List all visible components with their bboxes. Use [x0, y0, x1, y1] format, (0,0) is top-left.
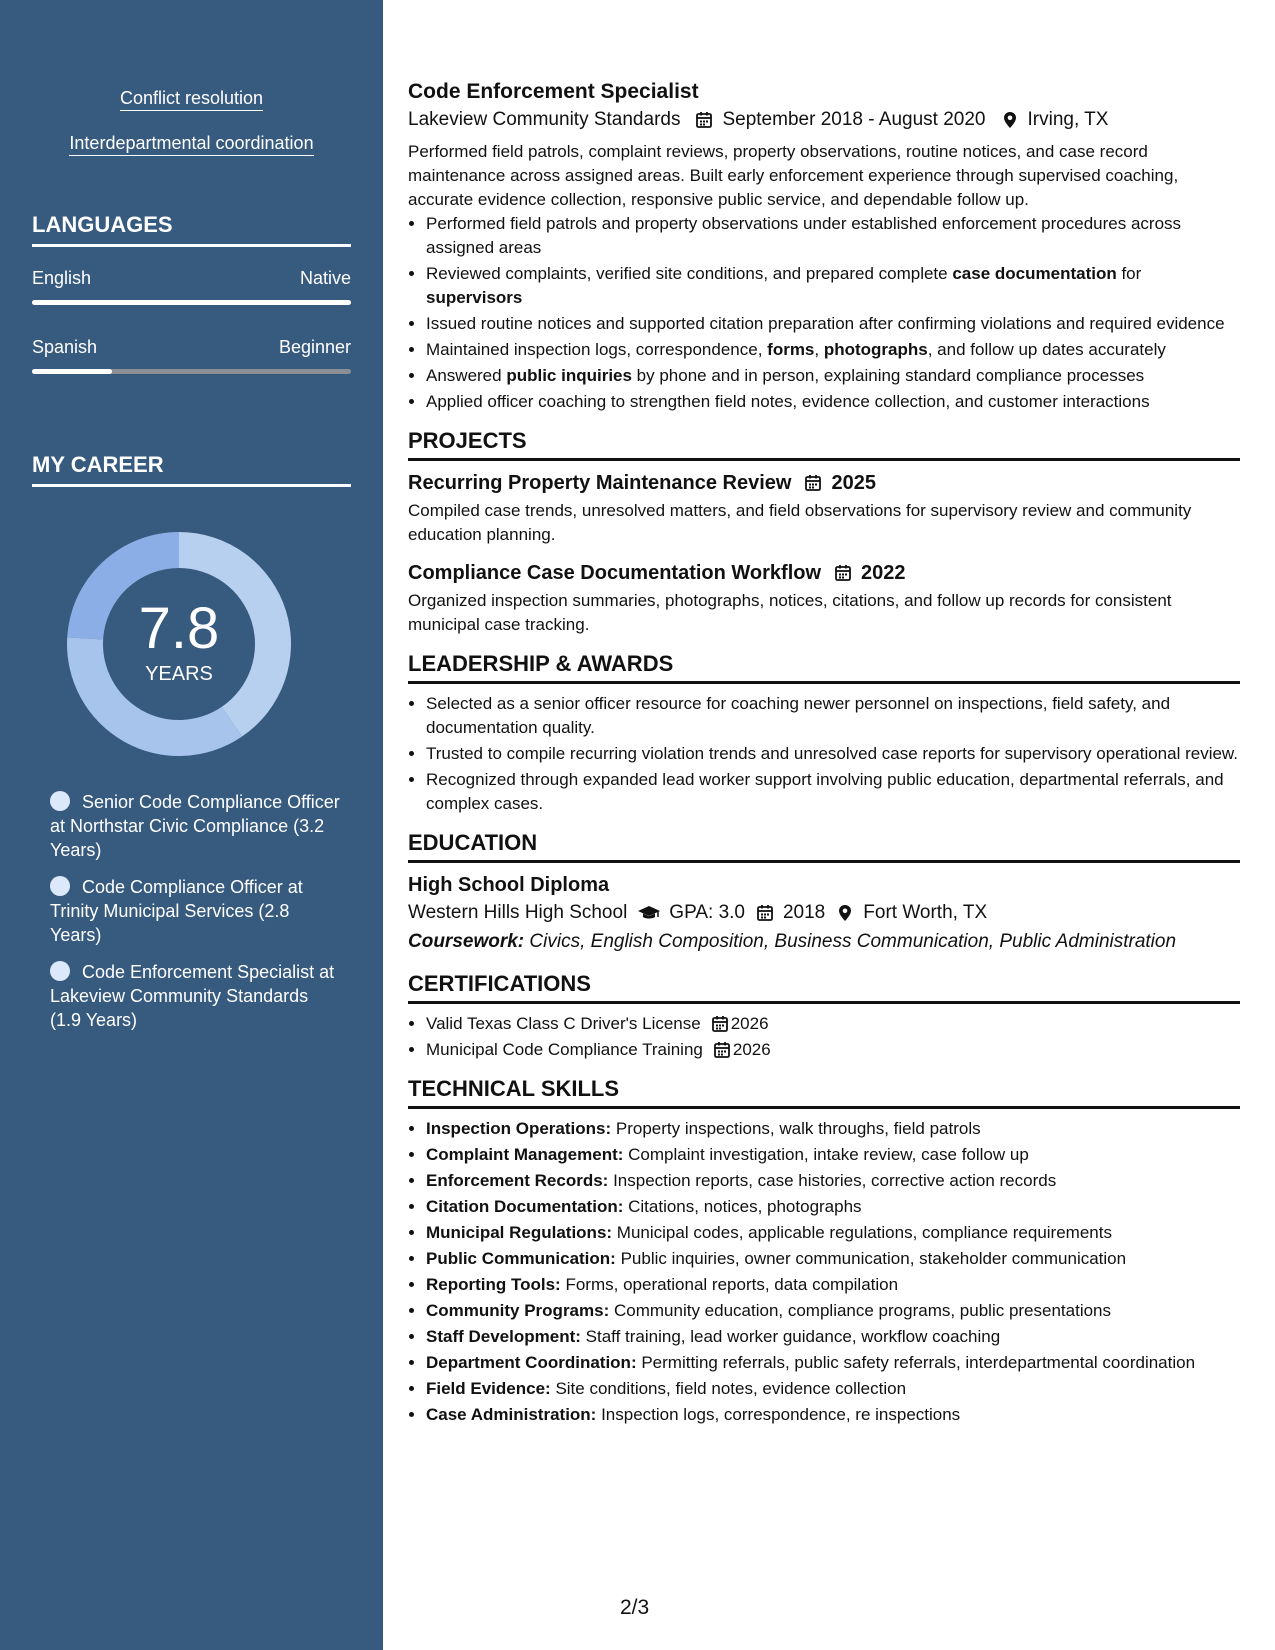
technical-skill-label: Department Coordination:: [426, 1353, 637, 1372]
languages-heading: LANGUAGES: [32, 212, 351, 247]
career-dot-icon: [50, 876, 70, 896]
certification-name: • Municipal Code Compliance Training: [426, 1040, 703, 1059]
job-bullet-text: ,: [814, 340, 824, 359]
career-dot-icon: [50, 791, 70, 811]
technical-skill-item: [426, 1169, 1240, 1193]
technical-skill-label: Enforcement Records:: [426, 1171, 609, 1190]
technical-skill-item: [426, 1273, 1240, 1297]
coursework-value: Civics, English Composition, Business Communication, Public Administration: [529, 931, 1177, 952]
job-bullet-emphasis: supervisors: [426, 288, 523, 307]
job-dates: September 2018 - August 2020: [722, 109, 986, 130]
technical-skill-item: [426, 1299, 1240, 1323]
page-number: 2/3: [620, 1596, 650, 1619]
technical-skill-item: [426, 1351, 1240, 1375]
project-title: Recurring Property Maintenance Review: [408, 472, 792, 494]
technical-skill-value: Inspection reports, case histories, corrective action records: [613, 1171, 1057, 1190]
job-title: Code Enforcement Specialist: [408, 80, 699, 103]
certifications-heading: CERTIFICATIONS: [408, 971, 1240, 1004]
technical-skill-value: Complaint investigation, intake review, case follow up: [628, 1145, 1029, 1164]
education-degree: High School Diploma: [408, 874, 610, 896]
calendar-icon: [755, 903, 775, 923]
language-level: Native: [299, 268, 351, 288]
job-bullet-text: Performed field patrols and property observations under established enforcement procedures across assigned areas: [426, 214, 1182, 257]
certification-name: • Valid Texas Class C Driver's License: [426, 1014, 701, 1033]
career-heading: MY CAREER: [32, 452, 351, 487]
technical-skill-label: Staff Development:: [426, 1327, 581, 1346]
language-proficiency-bar: [32, 300, 351, 305]
job-bullet: [426, 390, 1240, 414]
job-bullet-text: by phone and in person, explaining standard compliance processes: [631, 366, 1145, 385]
job-bullet-text: Maintained inspection logs, correspondence,: [426, 340, 768, 359]
sidebar: [0, 0, 383, 1650]
technical-skill-value: Citations, notices, photographs: [628, 1197, 862, 1216]
technical-skill-label: Complaint Management:: [426, 1145, 624, 1164]
language-row: [32, 337, 351, 358]
technical-skill-value: Inspection logs, correspondence, re inspections: [601, 1405, 961, 1424]
certification-item: [426, 1038, 1240, 1062]
education-gpa: GPA: 3.0: [669, 902, 745, 923]
technical-skill-item: [426, 1325, 1240, 1349]
leadership-list: [408, 692, 1240, 816]
job-bullet-text: Answered: [426, 366, 507, 385]
technical-skill-label: Case Administration:: [426, 1405, 597, 1424]
technical-skill-value: Municipal codes, applicable regulations, compliance requirements: [616, 1223, 1112, 1242]
project-year: 2025: [831, 472, 876, 494]
language-proficiency-fill: [32, 369, 112, 374]
project-item: [408, 469, 1240, 547]
education-coursework: [408, 927, 1240, 957]
technical-skills-heading: TECHNICAL SKILLS: [408, 1076, 1240, 1109]
leadership-item: • Selected as a senior officer resource for coaching newer personnel on inspections, field safety, and documentation quality.: [426, 692, 1240, 740]
career-list: [50, 790, 340, 1045]
technical-skill-label: Municipal Regulations:: [426, 1223, 613, 1242]
calendar-icon: [694, 110, 714, 130]
project-description: Compiled case trends, unresolved matters, and field observations for supervisory review and community education planning.: [408, 501, 1192, 544]
career-item-label: Senior Code Compliance Officer at Northstar Civic Compliance (3.2 Years): [50, 792, 340, 860]
job-bullet-emphasis: case documentation: [952, 264, 1117, 283]
language-level: Beginner: [278, 337, 351, 357]
career-donut-center: [66, 531, 292, 757]
skill-tag: [0, 88, 383, 109]
technical-skill-item: [426, 1143, 1240, 1167]
language-row: [32, 268, 351, 289]
technical-skill-label: Reporting Tools:: [426, 1275, 561, 1294]
job-bullet-emphasis: photographs: [823, 340, 928, 359]
career-total-unit: YEARS: [145, 662, 213, 685]
technical-skills-list: [408, 1117, 1240, 1427]
certification-year: 2026: [730, 1014, 769, 1033]
education-year: 2018: [782, 902, 826, 923]
job-bullet-text: Issued routine notices and supported citation preparation after confirming violations and required evidence: [426, 314, 1225, 333]
career-item: [50, 790, 340, 862]
technical-skill-label: Community Programs:: [426, 1301, 610, 1320]
language-proficiency-bar: [32, 369, 351, 374]
project-title-row: [408, 469, 1240, 497]
career-item: [50, 960, 340, 1032]
leadership-heading: LEADERSHIP & AWARDS: [408, 651, 1240, 684]
leadership-item: • Trusted to compile recurring violation trends and unresolved case reports for supervisory operational review.: [426, 742, 1240, 766]
skill-tag: [0, 133, 383, 154]
technical-skill-value: Forms, operational reports, data compilation: [565, 1275, 899, 1294]
job-bullet-list: [408, 212, 1240, 414]
project-description: Organized inspection summaries, photographs, notices, citations, and follow up records for consistent municipal case tracking.: [408, 591, 1172, 634]
technical-skill-item: [426, 1221, 1240, 1245]
project-item: [408, 559, 1240, 637]
job-bullet-text: Reviewed complaints, verified site conditions, and prepared complete: [426, 264, 953, 283]
education-heading: EDUCATION: [408, 830, 1240, 863]
technical-skill-item: [426, 1377, 1240, 1401]
skill-tag-label: Interdepartmental coordination: [69, 133, 313, 156]
calendar-icon: [713, 1040, 731, 1060]
career-total-value: 7.8: [138, 595, 220, 661]
technical-skill-value: Permitting referrals, public safety referrals, interdepartmental coordination: [641, 1353, 1196, 1372]
technical-skill-value: Community education, compliance programs, public presentations: [613, 1301, 1112, 1320]
certification-item: [426, 1012, 1240, 1036]
project-year: 2022: [861, 562, 906, 584]
coursework-label: Coursework:: [408, 931, 525, 952]
graduation-cap-icon: [637, 903, 661, 923]
job-bullet-text: Applied officer coaching to strengthen field notes, evidence collection, and customer interactions: [426, 392, 1150, 411]
career-item-label: Code Compliance Officer at Trinity Municipal Services (2.8 Years): [50, 877, 303, 945]
job-bullet-text: for: [1116, 264, 1142, 283]
technical-skill-item: [426, 1195, 1240, 1219]
certification-year: 2026: [732, 1040, 771, 1059]
job-summary: Performed field patrols, complaint reviews, property observations, routine notices, and case record maintenance across assigned areas. Built early enforcement experience through supervised coaching, accurate evidence collection, responsive public service, and dependable follow up.: [408, 142, 1179, 209]
technical-skill-value: Public inquiries, owner communication, stakeholder communication: [620, 1249, 1127, 1268]
technical-skill-value: Property inspections, walk throughs, field patrols: [615, 1119, 981, 1138]
calendar-icon: [711, 1014, 729, 1034]
career-dot-icon: [50, 961, 70, 981]
job-bullet-emphasis: forms: [767, 340, 815, 359]
job-bullet: [426, 262, 1240, 310]
job-bullet-emphasis: public inquiries: [506, 366, 632, 385]
location-pin-icon: [835, 903, 855, 923]
job-bullet: [426, 312, 1240, 336]
career-donut-chart: [66, 531, 292, 757]
job-bullet: [426, 212, 1240, 260]
job-company: Lakeview Community Standards: [408, 109, 681, 130]
job-bullet: [426, 364, 1240, 388]
certifications-list: [408, 1012, 1240, 1062]
skill-tag-label: Conflict resolution: [120, 88, 263, 111]
job-location: Irving, TX: [1027, 109, 1109, 130]
technical-skill-item: [426, 1117, 1240, 1141]
projects-heading: PROJECTS: [408, 428, 1240, 461]
technical-skill-label: Field Evidence:: [426, 1379, 551, 1398]
language-name: English: [32, 268, 92, 288]
career-item: [50, 875, 340, 947]
project-title-row: [408, 559, 1240, 587]
project-title: Compliance Case Documentation Workflow: [408, 562, 822, 584]
location-pin-icon: [1000, 110, 1020, 130]
job-bullet-text: , and follow up dates accurately: [927, 340, 1166, 359]
calendar-icon: [833, 563, 853, 583]
career-item-label: Code Enforcement Specialist at Lakeview Community Standards (1.9 Years): [50, 962, 335, 1030]
technical-skill-value: Staff training, lead worker guidance, workflow coaching: [585, 1327, 1001, 1346]
education-meta: [408, 899, 1240, 927]
leadership-item: • Recognized through expanded lead worker support involving public education, departmental referrals, and complex cases.: [426, 768, 1240, 816]
job-meta: [408, 106, 1240, 134]
education-school: Western Hills High School: [408, 902, 628, 923]
technical-skill-item: [426, 1403, 1240, 1427]
technical-skill-item: [426, 1247, 1240, 1271]
technical-skill-value: Site conditions, field notes, evidence collection: [555, 1379, 907, 1398]
job-bullet: [426, 338, 1240, 362]
main-content: [408, 78, 1240, 1429]
technical-skill-label: Citation Documentation:: [426, 1197, 624, 1216]
technical-skill-label: Inspection Operations:: [426, 1119, 612, 1138]
calendar-icon: [803, 473, 823, 493]
technical-skill-label: Public Communication:: [426, 1249, 616, 1268]
education-location: Fort Worth, TX: [863, 902, 988, 923]
language-proficiency-fill: [32, 300, 351, 305]
language-name: Spanish: [32, 337, 98, 357]
